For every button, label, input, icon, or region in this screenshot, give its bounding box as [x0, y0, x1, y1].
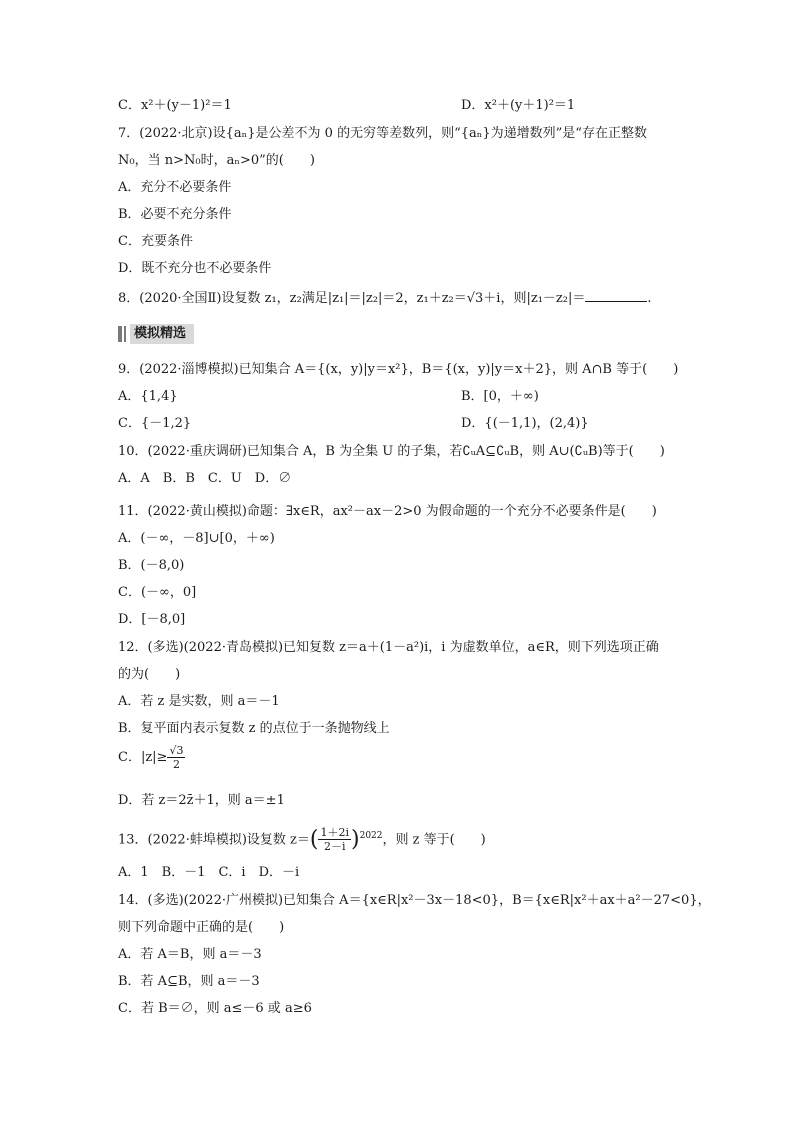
- q7-stem-line1: 7．(2022·北京)设{aₙ}是公差不为 0 的无穷等差数列，则“{aₙ}为递增数列”是“存在正整数: [118, 126, 647, 141]
- q11-stem: 11．(2022·黄山模拟)命题：∃x∈R，ax²－ax－2>0 为假命题的一个充分不必要条件是( ): [118, 504, 657, 519]
- q7-option-a: A．充分不必要条件: [118, 180, 232, 195]
- exponent: 2022: [359, 831, 383, 841]
- q10-stem: 10．(2022·重庆调研)已知集合 A，B 为全集 U 的子集，若∁ᵤA⊆∁ᵤB，则 A∪(∁ᵤB)等于( ): [118, 444, 665, 459]
- q9-options-row1: [118, 388, 539, 406]
- fraction-numerator: √3: [169, 744, 184, 757]
- q13-options: A．1 B．－1 C．i D．－i: [118, 865, 300, 880]
- fraction-denominator: 2: [172, 758, 180, 771]
- section-title: 模拟精选: [130, 324, 194, 344]
- q6-option-c: C．x²＋(y－1)²＝1: [118, 98, 232, 113]
- q7-option-b: B．必要不充分条件: [118, 207, 232, 222]
- q9-option-b: B．[0，＋∞): [461, 389, 539, 404]
- fraction-denominator: 2－i: [323, 840, 346, 854]
- q13-text-pre: 13．(2022·蚌埠模拟)设复数 z＝: [118, 832, 310, 848]
- section-bar-icon: [124, 326, 126, 342]
- paren-close: ): [351, 826, 360, 852]
- q14-option-b: B．若 A⊆B，则 a＝－3: [118, 974, 260, 989]
- q8-end: .: [647, 291, 652, 306]
- q12-stem-line2: 的为( ): [118, 667, 181, 682]
- q11-option-b: B．(－8,0): [118, 558, 185, 573]
- q8-text: 8．(2020·全国Ⅱ)设复数 z₁，z₂满足|z₁|＝|z₂|＝2，z₁＋z₂＝√3＋i，则|z₁－z₂|＝: [118, 291, 586, 306]
- q9-options-row2: [118, 415, 589, 433]
- q6-option-d: D．x²＋(y＋1)²＝1: [461, 98, 576, 113]
- q11-option-c: C．(－∞，0]: [118, 585, 197, 600]
- q12-stem-line1: 12．(多选)(2022·青岛模拟)已知复数 z＝a＋(1－a²)i，i 为虚数单位，a∈R，则下列选项正确: [118, 640, 659, 655]
- section-bar-icon: [118, 326, 122, 342]
- fraction: [318, 826, 351, 853]
- q13-text-post: ，则 z 等于( ): [382, 832, 486, 848]
- q9-option-d: D．{(－1,1)，(2,4)}: [461, 416, 589, 431]
- q12-option-c: [118, 744, 185, 772]
- q12-option-b: B．复平面内表示复数 z 的点位于一条抛物线上: [118, 721, 390, 736]
- q7-stem-line2: N₀，当 n>N₀时，aₙ>0”的( ): [118, 153, 315, 168]
- section-header: [118, 324, 194, 344]
- q13-stem: [118, 820, 486, 856]
- q11-option-a: A．(－∞，－8]∪[0，＋∞): [118, 531, 275, 546]
- q14-stem-line1: 14．(多选)(2022·广州模拟)已知集合 A＝{x∈R|x²－3x－18<0}，B＝{x∈R|x²＋ax＋a²－27<0}，: [118, 893, 711, 908]
- fraction-numerator: 1＋2i: [320, 826, 349, 840]
- q14-option-c: C．若 B＝∅，则 a≤－6 或 a≥6: [118, 1001, 312, 1016]
- q14-option-a: A．若 A＝B，则 a＝－3: [118, 947, 262, 962]
- q6-options: [118, 97, 576, 115]
- q8-stem: [118, 288, 652, 308]
- q14-stem-line2: 则下列命题中正确的是( ): [118, 920, 285, 935]
- q7-option-d: D．既不充分也不必要条件: [118, 261, 272, 276]
- q10-options: A．A B．B C．U D．∅: [118, 471, 292, 486]
- q11-option-d: D．[－8,0]: [118, 612, 186, 627]
- paren-open: (: [309, 826, 319, 852]
- q12-option-c-text: C．|z|≥: [118, 750, 168, 765]
- q12-option-d: D．若 z＝2z̄＋1，则 a＝±1: [118, 793, 285, 808]
- answer-blank: [585, 288, 647, 302]
- q9-option-c: C．{－1,2}: [118, 416, 192, 431]
- q7-option-c: C．充要条件: [118, 234, 193, 249]
- q9-stem: 9．(2022·淄博模拟)已知集合 A＝{(x，y)|y＝x²}，B＝{(x，y)|y＝x＋2}，则 A∩B 等于( ): [118, 362, 679, 377]
- q9-option-a: A．{1,4}: [118, 389, 178, 404]
- q12-option-a: A．若 z 是实数，则 a＝－1: [118, 694, 280, 709]
- fraction: [167, 744, 185, 771]
